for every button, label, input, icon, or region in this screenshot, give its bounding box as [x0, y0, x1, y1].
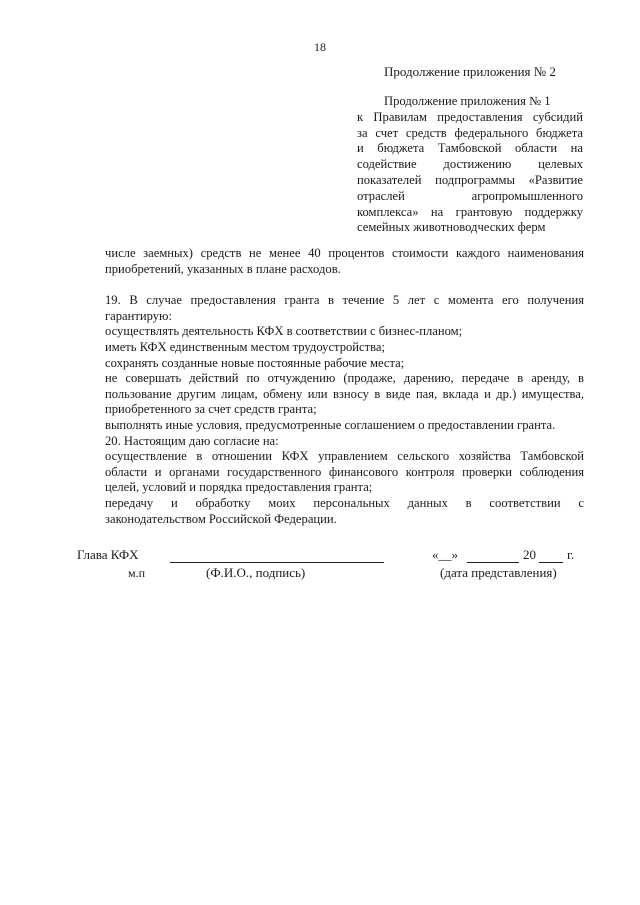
body-line: сохранять созданные новые постоянные рабочие места;	[105, 355, 405, 370]
body-line: 20. Настоящим даю согласие на:	[105, 433, 279, 448]
annex1-line: и бюджета Тамбовской области на	[357, 141, 583, 156]
annex1-line: за счет средств федерального бюджета	[357, 125, 583, 140]
body-line: осуществлять деятельность КФХ в соответствии с бизнес-планом;	[105, 324, 463, 339]
annex1-line: комплекса» на грантовую поддержку	[357, 204, 583, 219]
body-line: иметь КФХ единственным местом трудоустройства;	[105, 339, 385, 354]
annex2-continuation-header: Продолжение приложения № 2	[384, 64, 556, 79]
body-line: приобретений, указанных в плане расходов.	[105, 261, 341, 276]
body-line: осуществление в отношении КФХ управлением сельского хозяйства Тамбовской	[105, 449, 584, 464]
page-number: 18	[314, 40, 326, 54]
body-line: целей, условий и порядка предоставления гранта;	[105, 480, 373, 495]
annex1-line: отраслей агропромышленного	[357, 188, 583, 203]
paragraph-gap	[105, 277, 584, 293]
annex1-line: семейных животноводческих ферм	[357, 220, 546, 235]
date-open: «__»	[432, 547, 458, 562]
signature-line	[170, 562, 384, 563]
annex1-line: содействие достижению целевых	[357, 157, 583, 172]
annex1-line: к Правилам предоставления субсидий	[357, 109, 583, 124]
body-line: области и органами государственного финансового контроля проверки соблюдения	[105, 464, 584, 479]
body-line: законодательством Российской Федерации.	[105, 511, 337, 526]
body-line: не совершать действий по отчуждению (продаже, дарению, передаче в аренду, в	[105, 371, 584, 386]
body-line: передачу и обработку моих персональных данных в соответствии с	[105, 495, 584, 510]
date-year-line	[539, 562, 563, 563]
document-body	[105, 246, 584, 527]
body-line: пользование другим лицам, обмену или взносу в виде пая, вклада и др.) имущества,	[105, 386, 584, 401]
body-line: гарантирую:	[105, 308, 172, 323]
body-line: числе заемных) средств не менее 40 процентов стоимости каждого наименования	[105, 246, 584, 260]
annex1-header-block	[357, 94, 583, 236]
body-line: приобретенного за счет средств гранта;	[105, 402, 317, 417]
date-suffix: г.	[567, 547, 575, 562]
stamp-label: м.п	[128, 566, 146, 580]
date-year: 20	[523, 547, 536, 562]
annex1-line: показателей подпрограммы «Развитие	[357, 172, 583, 187]
body-line: выполнять иные условия, предусмотренные соглашением о предоставлении гранта.	[105, 417, 556, 432]
fio-caption: (Ф.И.О., подпись)	[206, 565, 306, 580]
date-month-line	[467, 562, 519, 563]
head-label: Глава КФХ	[77, 547, 139, 562]
date-caption: (дата представления)	[440, 565, 557, 580]
body-line: 19. В случае предоставления гранта в течение 5 лет с момента его получения	[105, 293, 584, 308]
annex1-title: Продолжение приложения № 1	[384, 94, 551, 108]
